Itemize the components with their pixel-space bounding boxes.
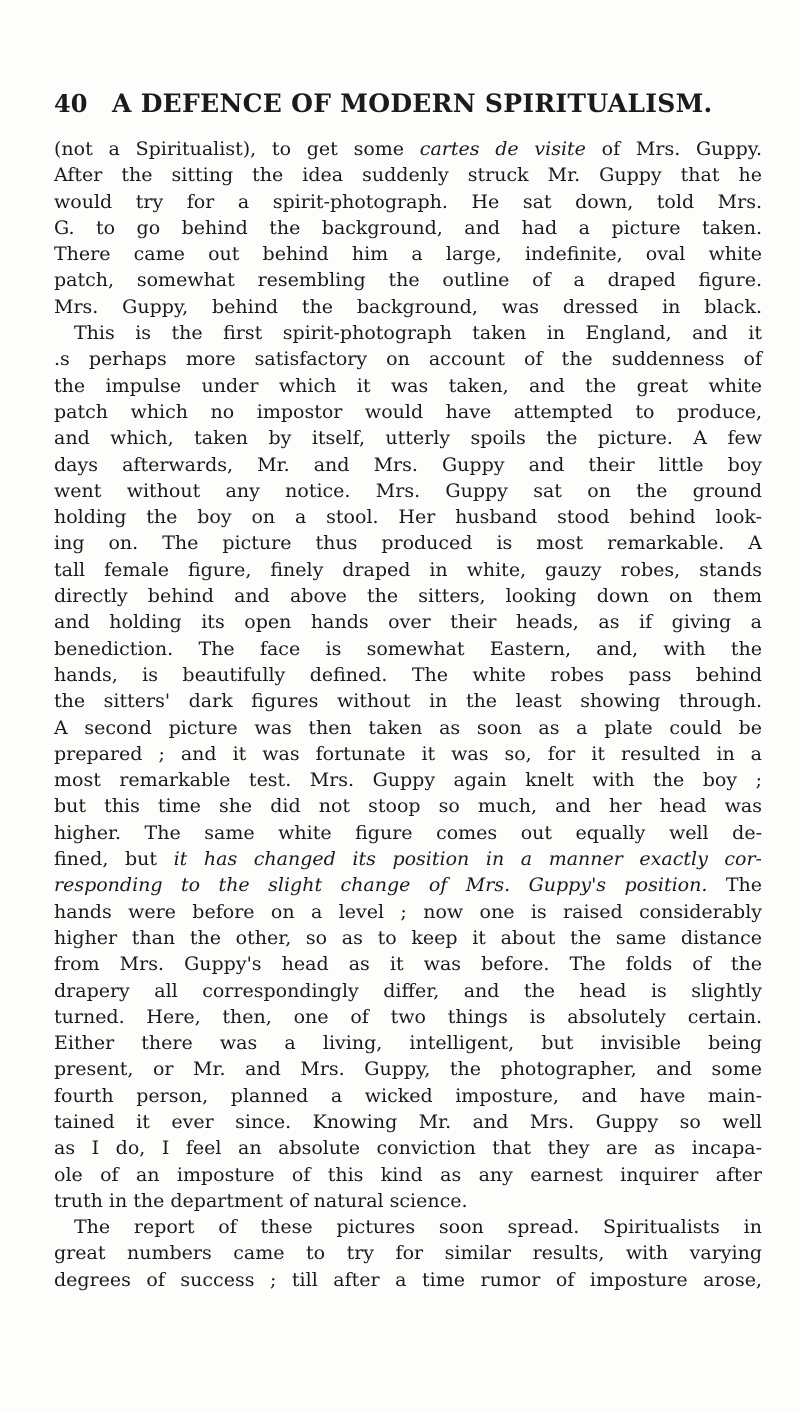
text-run: tall female figure, finely draped in white, gauzy robes, stands: [54, 558, 762, 581]
italic-text: cartes de visite: [419, 138, 586, 160]
text-run: tained it ever since. Knowing Mr. and Mrs. Guppy so well: [54, 1110, 762, 1133]
text-run: patch which no impostor would have attempted to produce,: [54, 400, 762, 423]
text-run: truth in the department of natural science.: [54, 1189, 468, 1212]
text-run: fourth person, planned a wicked imposture, and have main-: [54, 1084, 762, 1107]
text-line: [54, 557, 762, 583]
text-run: went without any notice. Mrs. Guppy sat on the ground: [54, 479, 762, 502]
text-line: [54, 688, 762, 714]
text-line: [54, 136, 762, 162]
text-run: higher. The same white figure comes out equally well de-: [54, 821, 762, 844]
text-run: would try for a spirit-photograph. He sat down, told Mrs.: [54, 190, 762, 213]
text-run: .s perhaps more satisfactory on account of the suddenness of: [54, 348, 762, 371]
text-run: A second picture was then taken as soon as a plate could be: [54, 716, 762, 739]
text-run: Mrs. Guppy, behind the background, was dressed in black.: [54, 295, 762, 318]
text-line: [54, 215, 762, 241]
text-line: [54, 189, 762, 215]
text-run: the sitters' dark figures without in the least showing through.: [54, 690, 762, 713]
text-run: After the sitting the idea suddenly struck Mr. Guppy that he: [54, 164, 762, 187]
text-run: fined, but: [54, 848, 174, 871]
text-line: [54, 1162, 762, 1188]
text-line: [54, 399, 762, 425]
text-line: [54, 425, 762, 451]
text-run: as I do, I feel an absolute conviction that they are as incapa-: [54, 1137, 762, 1160]
text-line: [54, 767, 762, 793]
text-run: Either there was a living, intelligent, but invisible being: [54, 1032, 762, 1055]
text-run: great numbers came to try for similar results, with varying: [54, 1242, 762, 1265]
text-run: hands, is beautifully defined. The white robes pass behind: [54, 663, 762, 686]
text-line: [54, 320, 762, 346]
text-run: of Mrs. Guppy.: [585, 138, 762, 160]
text-line: [54, 162, 762, 188]
text-line: [54, 636, 762, 662]
text-line: [54, 1214, 762, 1240]
text-run: There came out behind him a large, indefinite, oval white: [54, 243, 762, 266]
text-run: prepared ; and it was fortunate it was so, for it resulted in a: [54, 742, 762, 765]
text-run: G. to go behind the background, and had a picture taken.: [54, 216, 762, 239]
text-run: The: [707, 874, 762, 897]
text-line: [54, 978, 762, 1004]
text-run: the impulse under which it was taken, and the great white: [54, 374, 762, 397]
text-line: [54, 1083, 762, 1109]
text-line: [54, 1004, 762, 1030]
text-line: [54, 1240, 762, 1266]
running-title: A DEFENCE OF MODERN SPIRITUALISM.: [112, 89, 713, 118]
text-line: [54, 1135, 762, 1161]
text-run: present, or Mr. and Mrs. Guppy, the photographer, and some: [54, 1058, 762, 1081]
text-run: holding the boy on a stool. Her husband stood behind look-: [54, 506, 762, 529]
text-line: [54, 1109, 762, 1135]
text-run: and holding its open hands over their heads, as if giving a: [54, 611, 762, 634]
text-line: [54, 715, 762, 741]
text-run: benediction. The face is somewhat Eastern, and, with the: [54, 637, 762, 660]
text-line: [54, 1030, 762, 1056]
text-run: and which, taken by itself, utterly spoils the picture. A few: [54, 427, 762, 450]
text-line: [54, 294, 762, 320]
text-line: [54, 241, 762, 267]
text-run: patch, somewhat resembling the outline of a draped figure.: [54, 269, 762, 292]
text-line: [54, 662, 762, 688]
text-run: directly behind and above the sitters, looking down on them: [54, 585, 762, 608]
text-line: [54, 1267, 762, 1293]
text-line: [54, 899, 762, 925]
text-run: ing on. The picture thus produced is most remarkable. A: [54, 532, 762, 555]
text-line: [54, 925, 762, 951]
text-run: higher than the other, so as to keep it about the same distance: [54, 926, 762, 949]
text-run: hands were before on a level ; now one is raised considerably: [54, 900, 762, 923]
text-line: [54, 452, 762, 478]
text-line: [54, 609, 762, 635]
text-line: [54, 1188, 762, 1214]
text-run: most remarkable test. Mrs. Guppy again knelt with the boy ;: [54, 769, 762, 792]
text-run: The report of these pictures soon spread. Spiritualists in: [74, 1216, 762, 1239]
text-line: [54, 846, 762, 872]
text-line: [54, 346, 762, 372]
text-run: drapery all correspondingly differ, and the head is slightly: [54, 979, 762, 1002]
text-line: [54, 530, 762, 556]
text-line: [54, 373, 762, 399]
running-head: [54, 89, 774, 123]
text-line: [54, 793, 762, 819]
text-line: [54, 951, 762, 977]
italic-text: it has changed its position in a manner exactly cor-: [173, 848, 762, 871]
page-number: 40: [54, 89, 88, 118]
text-line: [54, 504, 762, 530]
text-line: [54, 820, 762, 846]
text-line: [54, 267, 762, 293]
italic-text: responding to the slight change of Mrs. Guppy's position.: [54, 874, 708, 897]
body-text: [54, 136, 762, 1293]
text-run: degrees of success ; till after a time rumor of imposture arose,: [54, 1268, 762, 1291]
text-run: This is the first spirit-photograph taken in England, and it: [74, 322, 762, 345]
text-run: ole of an imposture of this kind as any earnest inquirer after: [54, 1163, 762, 1186]
text-line: [54, 583, 762, 609]
text-run: (not a Spiritualist), to get some: [54, 138, 420, 160]
text-run: turned. Here, then, one of two things is absolutely certain.: [54, 1005, 762, 1028]
text-run: from Mrs. Guppy's head as it was before. The folds of the: [54, 953, 762, 976]
text-line: [54, 1056, 762, 1082]
text-line: [54, 478, 762, 504]
text-line: [54, 741, 762, 767]
text-run: but this time she did not stoop so much, and her head was: [54, 795, 762, 818]
text-line: [54, 872, 762, 898]
text-run: days afterwards, Mr. and Mrs. Guppy and their little boy: [54, 453, 762, 476]
